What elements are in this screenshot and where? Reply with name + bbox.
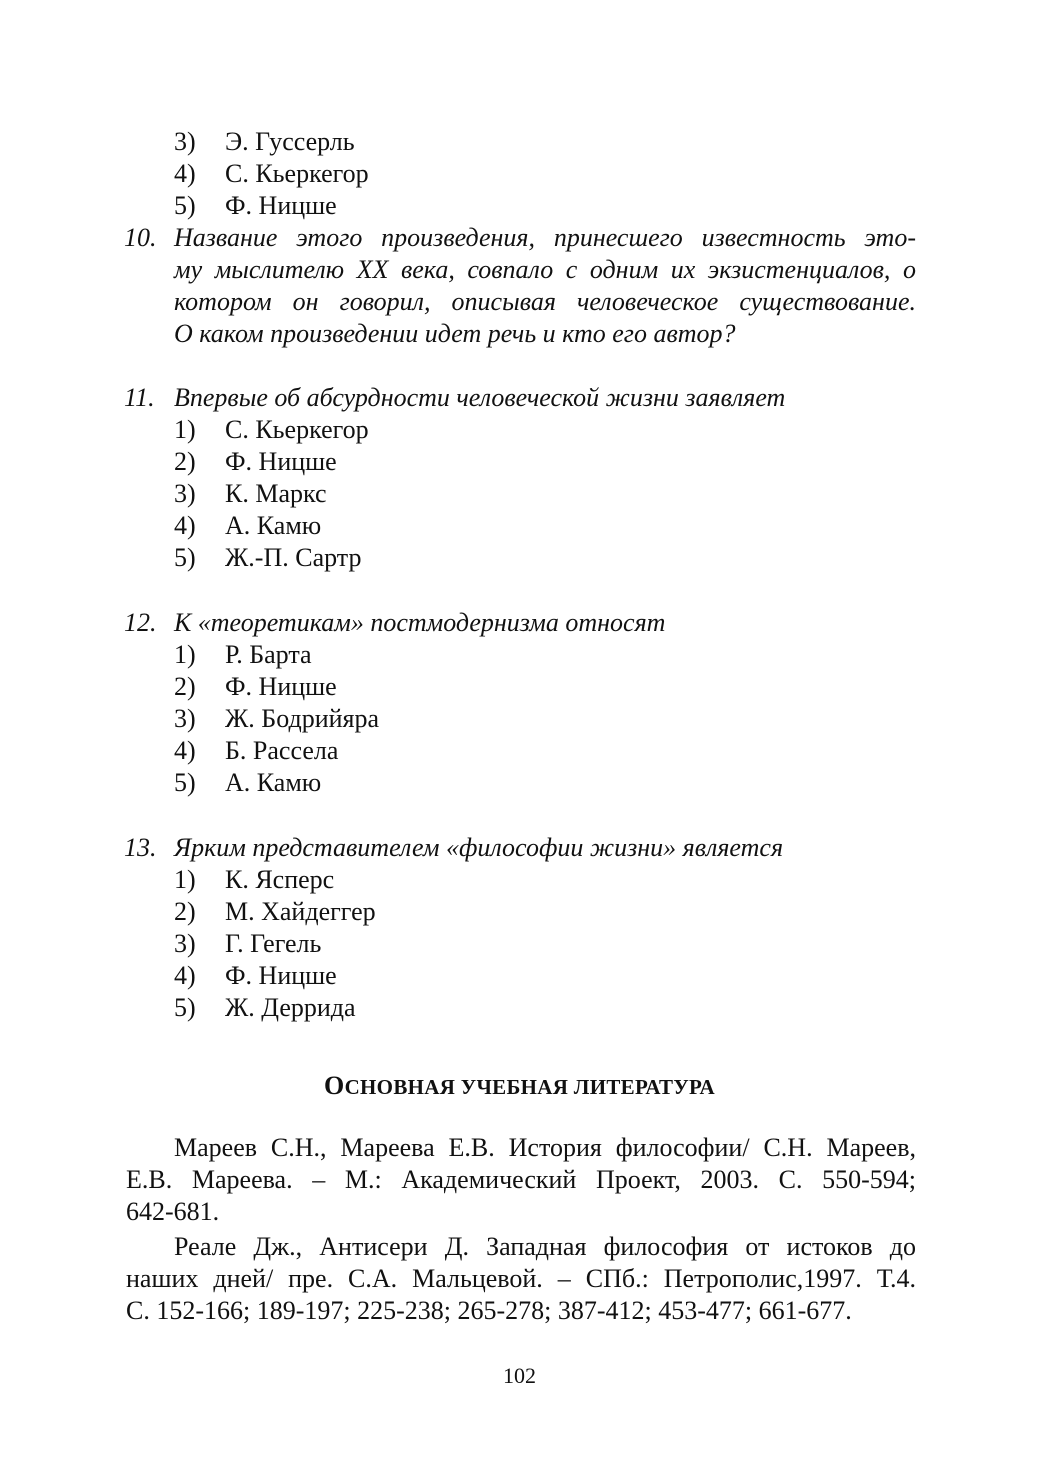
heading-initial: О: [324, 1071, 345, 1100]
question-line: О каком произведении идет речь и кто его автор?: [174, 319, 736, 348]
question-number: 12.: [124, 608, 157, 637]
option-text: К. Ясперс: [225, 865, 335, 894]
option-text: Ф. Ницше: [225, 447, 337, 476]
reference-line: Е.В. Мареева. – М.: Академический Проект, 2003. С. 550-594;: [126, 1165, 916, 1194]
question-line: Название этого произведения, принесшего известность это-: [174, 223, 916, 252]
heading-rest: СНОВНАЯ УЧЕБНАЯ ЛИТЕРАТУРА: [344, 1075, 715, 1099]
reference-line: Реале Дж., Антисери Д. Западная философия от истоков до: [174, 1232, 916, 1261]
option-text: Б. Рассела: [225, 736, 339, 765]
option-number: 5): [174, 768, 196, 797]
option-number: 2): [174, 447, 196, 476]
option-number: 3): [174, 704, 196, 733]
question-number: 10.: [124, 223, 157, 252]
question-text: К «теоретикам» постмодернизма относят: [174, 608, 666, 637]
option-number: 1): [174, 865, 196, 894]
option-text: Э. Гуссерль: [225, 127, 355, 156]
option-text: Ф. Ницше: [225, 961, 337, 990]
question-number: 11.: [124, 383, 155, 412]
option-text: К. Маркс: [225, 479, 327, 508]
option-number: 4): [174, 511, 196, 540]
option-number: 1): [174, 415, 196, 444]
option-text: М. Хайдеггер: [225, 897, 376, 926]
option-text: Ф. Ницше: [225, 672, 337, 701]
option-text: Ж. Деррида: [225, 993, 356, 1022]
option-text: Ж. Бодрийяра: [225, 704, 380, 733]
reference-1: [126, 1132, 916, 1228]
option-number: 5): [174, 993, 196, 1022]
option-number: 3): [174, 479, 196, 508]
option-text: Г. Гегель: [225, 929, 322, 958]
reference-line: 642-681.: [126, 1197, 220, 1226]
question-line: му мыслителю XX века, совпало с одним их экзистенциалов, о: [174, 255, 916, 284]
option-text: С. Кьеркегор: [225, 415, 369, 444]
option-text: А. Камю: [225, 768, 322, 797]
option-number: 1): [174, 640, 196, 669]
question-number: 13.: [124, 833, 157, 862]
option-text: С. Кьеркегор: [225, 159, 369, 188]
reference-2: [126, 1231, 916, 1327]
option-number: 2): [174, 672, 196, 701]
option-number: 4): [174, 159, 196, 188]
option-number: 4): [174, 961, 196, 990]
question-text: Впервые об абсурдности человеческой жизни заявляет: [174, 383, 786, 412]
option-text: Ж.-П. Сартр: [225, 543, 362, 572]
option-number: 3): [174, 127, 196, 156]
reference-line: наших дней/ пре. С.А. Мальцевой. – СПб.: Петрополис,1997. Т.4.: [126, 1264, 916, 1293]
question-line: котором он говорил, описывая человеческое существование.: [174, 287, 916, 316]
question-text: Ярким представителем «философии жизни» является: [174, 833, 784, 862]
option-text: Р. Барта: [225, 640, 312, 669]
reference-line: Мареев С.Н., Мареева Е.В. История философии/ С.Н. Мареев,: [174, 1133, 916, 1162]
page-number: 102: [503, 1363, 536, 1388]
option-number: 5): [174, 191, 196, 220]
question-10-text: [174, 222, 916, 350]
option-number: 5): [174, 543, 196, 572]
reference-line: С. 152-166; 189-197; 225-238; 265-278; 387-412; 453-477; 661-677.: [126, 1296, 852, 1325]
option-number: 2): [174, 897, 196, 926]
option-text: А. Камю: [225, 511, 322, 540]
option-number: 3): [174, 929, 196, 958]
option-number: 4): [174, 736, 196, 765]
option-text: Ф. Ницше: [225, 191, 337, 220]
section-heading: [0, 1070, 1039, 1103]
